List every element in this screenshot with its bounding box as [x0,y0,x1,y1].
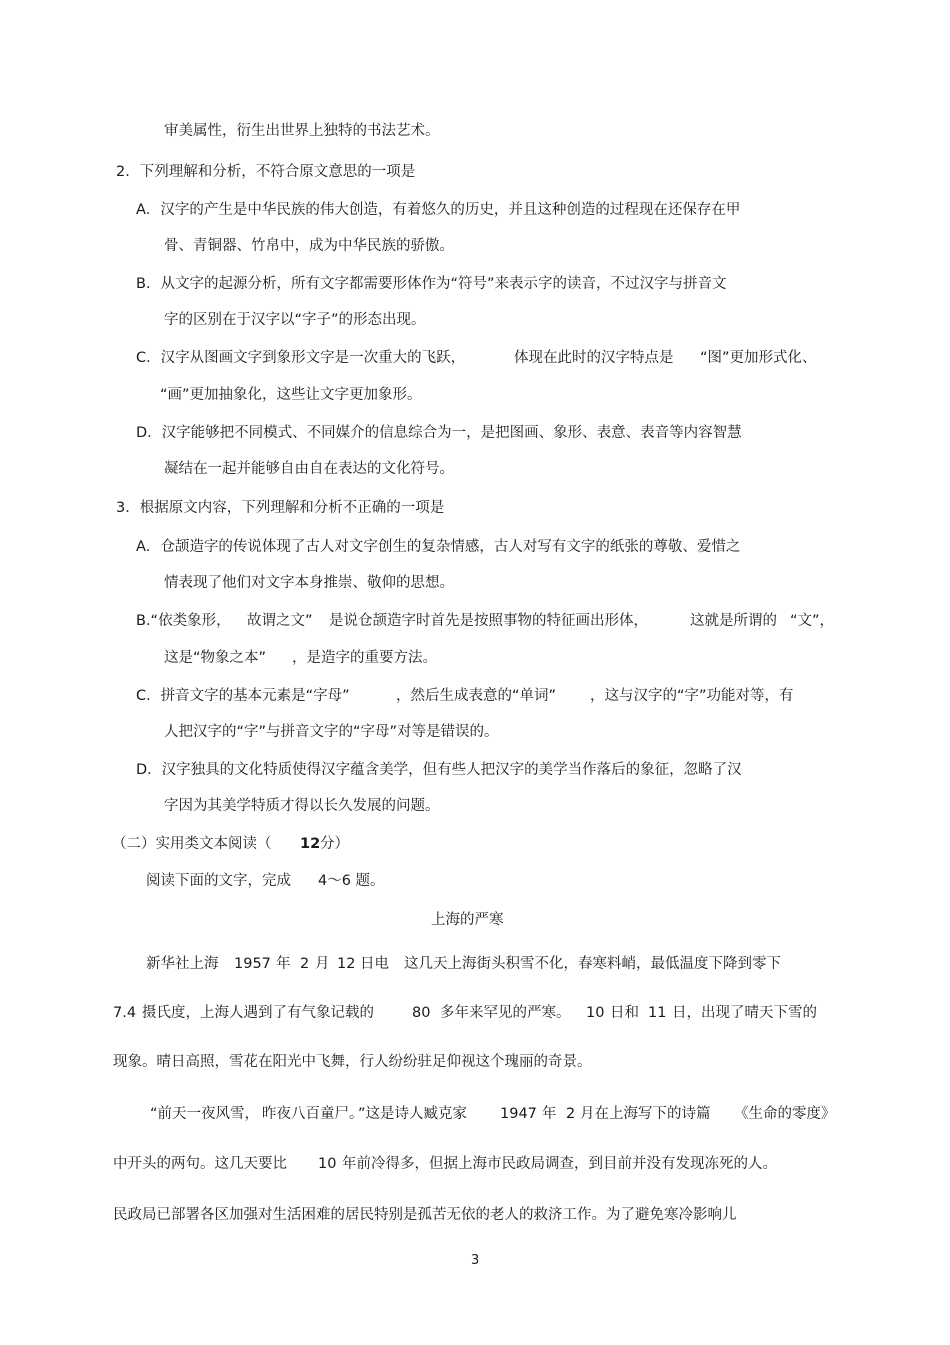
q2-option-c-line1-part1: C．汉字从图画文字到象形文字是一次重大的飞跃， [136,350,466,366]
article-line4-part6: 2 [566,1106,576,1122]
article-line6: 民政局已部署各区加强对生活困难的居民特别是孤苦无依的老人的救济工作。为了避免寒冷影响儿 [113,1207,737,1223]
article-line5-part3: 年前冷得多，但据上海市民政局调查，到目前并没有发现冻死的人。 [342,1156,777,1172]
article-line4-part2: 昨夜八百童尸。 [262,1106,364,1122]
article-line2-part8: 日，出现了晴天下雪的 [672,1005,817,1021]
q2-option-d-line1: D．汉字能够把不同模式、不同媒介的信息综合为一，是把图画、象形、表意、表音等内容智慧 [136,425,742,441]
q2-option-b-line2: 字的区别在于汉字以“字子”的形态出现。 [164,312,426,328]
article-line5-part1: 中开头的两句。这几天要比 [113,1156,287,1172]
article-line4-part7: 月在上海写下的诗篇 [580,1106,711,1122]
article-line3: 现象。晴日高照，雪花在阳光中飞舞，行人纷纷驻足仰视这个瑰丽的奇景。 [113,1054,592,1070]
question-3-stem: 3．根据原文内容，下列理解和分析不正确的一项是 [116,500,445,516]
q3-option-b-line1-part1: B.“依类象形， [136,613,231,629]
paragraph-line: 审美属性，衍生出世界上独特的书法艺术。 [164,123,440,139]
q3-option-b-line1-part3: 是说仓颉造字时首先是按照事物的特征画出形体， [329,613,648,629]
q2-option-b-line1: B．从文字的起源分析，所有文字都需要形体作为“符号”来表示字的读音，不过汉字与拼音文 [136,276,727,292]
q2-option-d-line2: 凝结在一起并能够自由自在表达的文化符号。 [164,461,454,477]
article-line1-part1: 新华社上海 [146,956,219,972]
q3-option-b-line2-part1: 这是“物象之本” [164,650,267,666]
article-line1-part7: 日电 [360,956,389,972]
q3-option-d-line1: D．汉字独具的文化特质使得汉字蕴含美学，但有些人把汉字的美学当作落后的象征，忽略了汉 [136,762,742,778]
q3-option-b-line1-part2: 故谓之文” [247,613,313,629]
instruction-part1: 阅读下面的文字，完成 [146,873,291,889]
article-line4-part8: 《生命的零度》 [734,1106,836,1122]
page-number: 3 [471,1253,480,1268]
article-line2-part3: 80 [412,1005,431,1021]
q2-option-a-line2: 骨、青铜器、竹帛中，成为中华民族的骄傲。 [164,238,454,254]
instruction-part2: 4～6 题。 [318,873,385,889]
article-line1-part6: 12 [337,956,356,972]
article-line1-part4: 2 [300,956,310,972]
article-line1-part3: 年 [276,956,291,972]
q3-option-c-line1-part1: C．拼音文字的基本元素是“字母” [136,688,350,704]
article-line4-part1: “前天一夜风雪， [150,1106,260,1122]
q3-option-a-line1: A．仓颉造字的传说体现了古人对文字创生的复杂情感，古人对写有文字的纸张的尊敬、爱惜之 [136,539,741,555]
article-title: 上海的严寒 [431,912,504,928]
q2-option-c-line2: “画”更加抽象化，这些让文字更加象形。 [160,387,422,403]
question-2-stem: 2．下列理解和分析，不符合原文意思的一项是 [116,164,416,180]
article-line2-part6: 日和 [610,1005,639,1021]
article-line2-part5: 10 [586,1005,605,1021]
article-line5-part2: 10 [318,1156,337,1172]
article-line4-part5: 年 [542,1106,557,1122]
q3-option-c-line1-part2: ，然后生成表意的“单词” [396,688,557,704]
article-line4-part3: ”这是诗人臧克家 [358,1106,468,1122]
article-line2-part2: 摄氏度，上海人遇到了有气象记载的 [142,1005,374,1021]
q2-option-c-line1-part2: 体现在此时的汉字特点是 [514,350,674,366]
section-heading-score: 12 [300,836,321,852]
section-heading-part2: 分） [320,836,349,852]
article-line4-part4: 1947 [500,1106,537,1122]
q3-option-c-line1-part3: ，这与汉字的“字”功能对等，有 [590,688,794,704]
section-heading-part1: （二）实用类文本阅读（ [112,836,272,852]
q3-option-b-line2-part2: ，是造字的重要方法。 [292,650,437,666]
q3-option-d-line2: 字因为其美学特质才得以长久发展的问题。 [164,798,440,814]
q3-option-b-line1-part4: 这就是所谓的 [690,613,777,629]
article-line1-part5: 月 [315,956,330,972]
article-line2-part1: 7.4 [113,1005,137,1021]
q2-option-c-line1-part3: “图”更加形式化、 [700,350,817,366]
article-line1-part8: 这几天上海街头积雪不化，春寒料峭，最低温度下降到零下 [404,956,781,972]
q3-option-b-line1-part5: “文”， [790,613,835,629]
article-line2-part7: 11 [648,1005,667,1021]
article-line2-part4: 多年来罕见的严寒。 [440,1005,571,1021]
q2-option-a-line1: A．汉字的产生是中华民族的伟大创造，有着悠久的历史，并且这种创造的过程现在还保存在甲 [136,202,741,218]
q3-option-c-line2: 人把汉字的“字”与拼音文字的“字母”对等是错误的。 [164,724,499,740]
article-line1-part2: 1957 [234,956,271,972]
q3-option-a-line2: 情表现了他们对文字本身推崇、敬仰的思想。 [164,575,454,591]
